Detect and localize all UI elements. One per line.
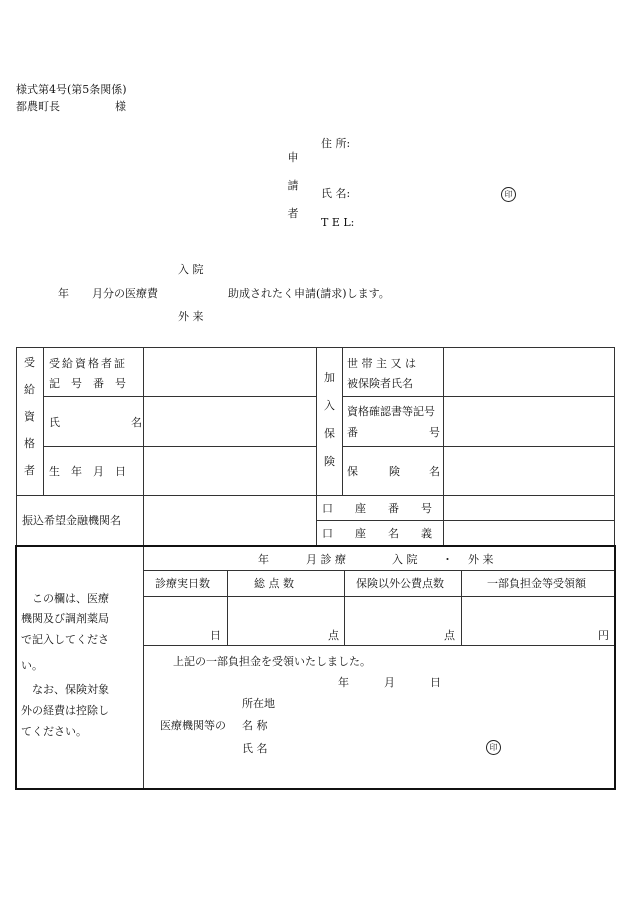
name-label-left: 氏 [49,416,60,429]
receipt-statement: 上記の一部負担金を受領いたしました。 [173,655,371,668]
name-label: 氏 名: [321,187,351,200]
unit-day: 日 [210,629,221,642]
address-label: 住 所: [321,137,351,150]
qualification-cert-label-line2-right: 号 [429,426,440,439]
qualified-person-vertical-label: 受 給 資 格 者 [24,356,35,477]
applicant-vertical-label: 申 請 者 [287,151,299,220]
unit-point-public: 点 [444,629,455,642]
receipt-date-year: 年 [338,676,349,689]
col-header-amount: 一部負担金等受領額 [487,577,586,590]
name-label-right: 名 [131,416,142,429]
col-header-points: 総 点 数 [254,577,294,590]
request-sentence-part1: 月分の医療費 [92,287,158,300]
outpatient-option: 外 来 [178,310,204,323]
treatment-outpatient: 外 来 [468,553,494,566]
bank-label: 振込希望金融機関名 [22,514,121,527]
tel-label: T E L: [321,216,355,229]
addressee: 都農町長 様 [16,100,126,113]
instruction-line: 機関及び調剤薬局 [21,612,109,625]
treatment-year-label: 年 [258,553,269,566]
instruction-line: で記入してくださ [21,633,109,646]
insurer-label-mid: 険 [389,465,400,478]
request-year-label: 年 [58,287,69,300]
householder-label-line2: 被保険者氏名 [347,377,413,390]
request-sentence-part2: 助成されたく申請(請求)します。 [228,287,390,300]
receipt-date-month: 月 [384,676,395,689]
birthdate-label: 生 年 月 日 [49,465,126,478]
treatment-separator: ・ [442,553,453,566]
insurer-label-left: 保 [347,465,358,478]
instruction-line: 外の経費は控除し [21,704,109,717]
treatment-month-label: 月 診 療 [306,553,346,566]
col-header-days: 診療実日数 [155,577,210,590]
unit-point-total: 点 [328,629,339,642]
instruction-line: この欄は、医療 [32,592,109,605]
instruction-line: なお、保険対象 [32,683,109,696]
instruction-line: てください。 [21,725,87,738]
person-name-label: 氏 名 [242,742,268,755]
account-holder-label: 口 座 名 義 [322,527,432,540]
treatment-inpatient: 入 院 [392,553,418,566]
receipt-date-day: 日 [430,676,441,689]
seal-icon: 印 [501,187,516,202]
institution-seal-icon: 印 [486,740,501,755]
unit-yen: 円 [598,629,609,642]
col-header-public-points: 保険以外公費点数 [356,577,444,590]
householder-label-line1: 世 帯 主 又 は [347,357,416,370]
qualification-cert-label-line2-left: 番 [347,426,358,439]
institution-name-label: 名 称 [242,719,268,732]
form-number: 様式第4号(第5条関係) [16,83,127,96]
insurer-label-right: 名 [429,465,440,478]
instruction-line: い。 [21,659,43,672]
certificate-number-label-line2: 記 号 番 号 [49,377,126,390]
qualification-cert-label-line1: 資格確認書等記号 [347,405,435,418]
account-number-label: 口 座 番 号 [322,502,432,515]
certificate-number-label-line1: 受給資格者証 [49,357,127,370]
institution-label: 医療機関等の [160,719,226,732]
inpatient-option: 入 院 [178,263,204,276]
location-label: 所在地 [242,697,275,710]
insurance-vertical-label: 加 入 保 険 [324,371,335,468]
